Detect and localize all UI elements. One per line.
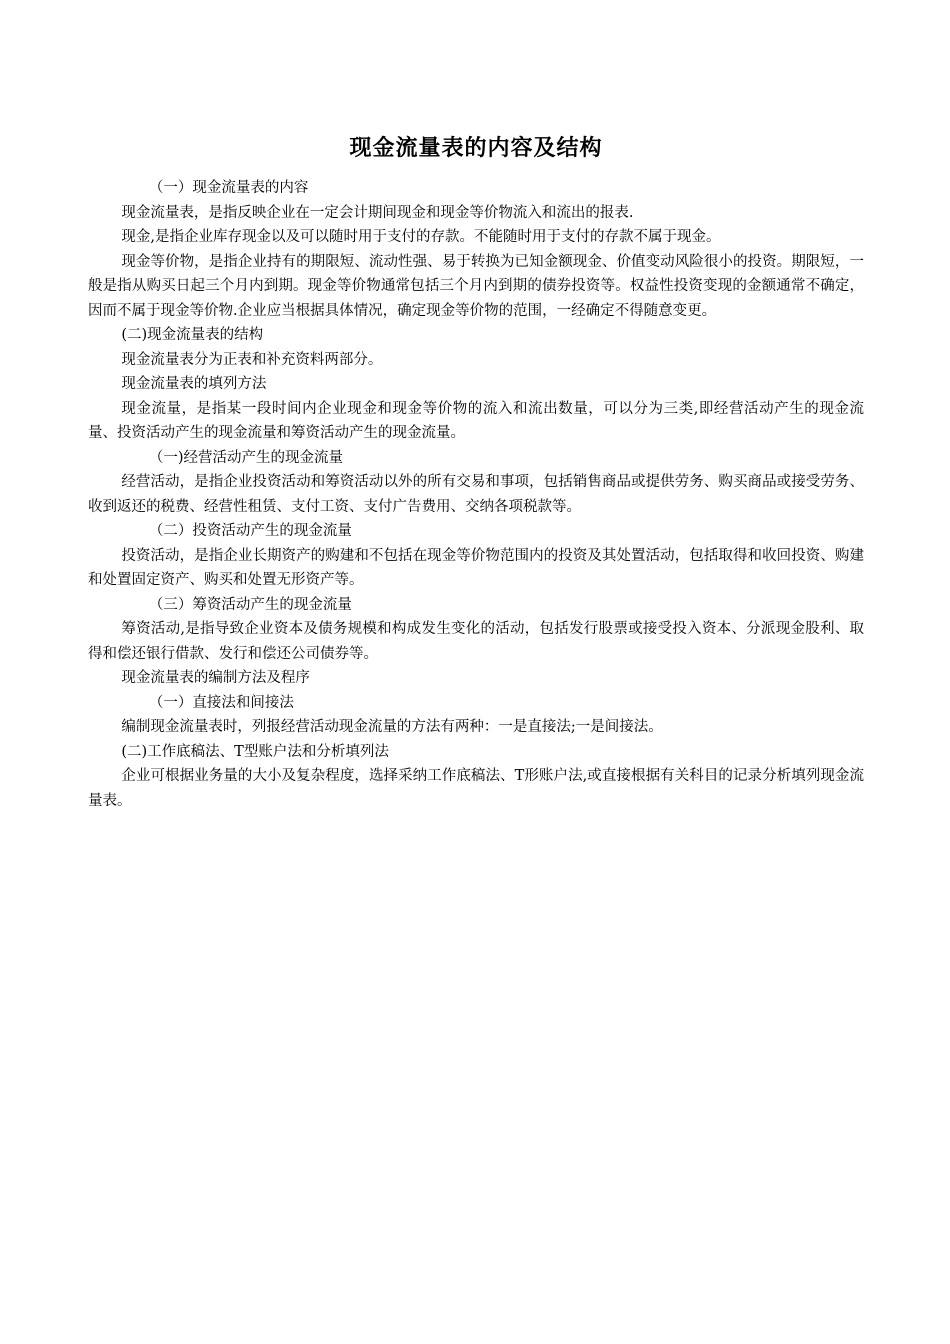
paragraph-direct-indirect: 编制现金流量表时，列报经营活动现金流量的方法有两种：一是直接法;一是间接法。 [121, 719, 663, 735]
paragraph-cash-flow-classes: 现金流量，是指某一段时间内企业现金和现金等价物的流入和流出数量，可以分为三类,即经营活动产生的现金流量、投资活动产生的现金流量和筹资活动产生的现金流量。 [88, 400, 864, 441]
paragraph-investing: 投资活动，是指企业长期资产的购建和不包括在现金等价物范围内的投资及其处置活动，包括取得和收回投资、购建和处置固定资产、购买和处置无形资产等。 [88, 547, 864, 588]
section-heading-filling-method: 现金流量表的填列方法 [121, 376, 267, 392]
document-title: 现金流量表的内容及结构 [349, 136, 603, 161]
section-heading-investing: （二）投资活动产生的现金流量 [148, 523, 352, 539]
section-heading-structure: (二)现金流量表的结构 [121, 327, 264, 343]
paragraph-cash-definition: 现金,是指企业库存现金以及可以随时用于支付的存款。不能随时用于支付的存款不属于现金。 [121, 229, 721, 245]
section-heading-content: （一）现金流量表的内容 [148, 180, 309, 196]
paragraph-worksheet: 企业可根据业务量的大小及复杂程度，选择采纳工作底稿法、T形账户法,或直接根据有关科目的记录分析填列现金流量表。 [88, 768, 864, 809]
document-page [88, 132, 864, 813]
section-heading-financing: （三）筹资活动产生的现金流量 [148, 596, 352, 613]
paragraph-financing: 筹资活动,是指导致企业资本及债务规模和构成发生变化的活动，包括发行股票或接受投入资本、分派现金股利、取得和偿还银行借款、发行和偿还公司债券等。 [88, 621, 864, 662]
section-heading-worksheet: (二)工作底稿法、T型账户法和分析填列法 [121, 743, 389, 760]
paragraph-cash-flow-definition: 现金流量表，是指反映企业在一定会计期间现金和现金等价物流入和流出的报表. [121, 204, 634, 221]
section-heading-operating: （一)经营活动产生的现金流量 [148, 449, 344, 466]
section-heading-direct-indirect: （一）直接法和间接法 [148, 694, 294, 711]
section-heading-preparation: 现金流量表的编制方法及程序 [121, 670, 310, 686]
paragraph-cash-equivalents: 现金等价物，是指企业持有的期限短、流动性强、易于转换为已知金额现金、价值变动风险很小的投资。期限短，一般是指从购买日起三个月内到期。现金等价物通常包括三个月内到期的债券投资等。权益性投资变现的金额通常不确定，因而不属于现金等价物.企业应当根据具体情况，确定现金等价物的范围，一经确定不得随意变更。 [88, 253, 864, 319]
paragraph-operating: 经营活动，是指企业投资活动和筹资活动以外的所有交易和事项，包括销售商品或提供劳务、购买商品或接受劳务、收到返还的税费、经营性租赁、支付工资、支付广告费用、交纳各项税款等。 [88, 474, 864, 515]
paragraph-structure: 现金流量表分为正表和补充资料两部分。 [121, 351, 383, 368]
